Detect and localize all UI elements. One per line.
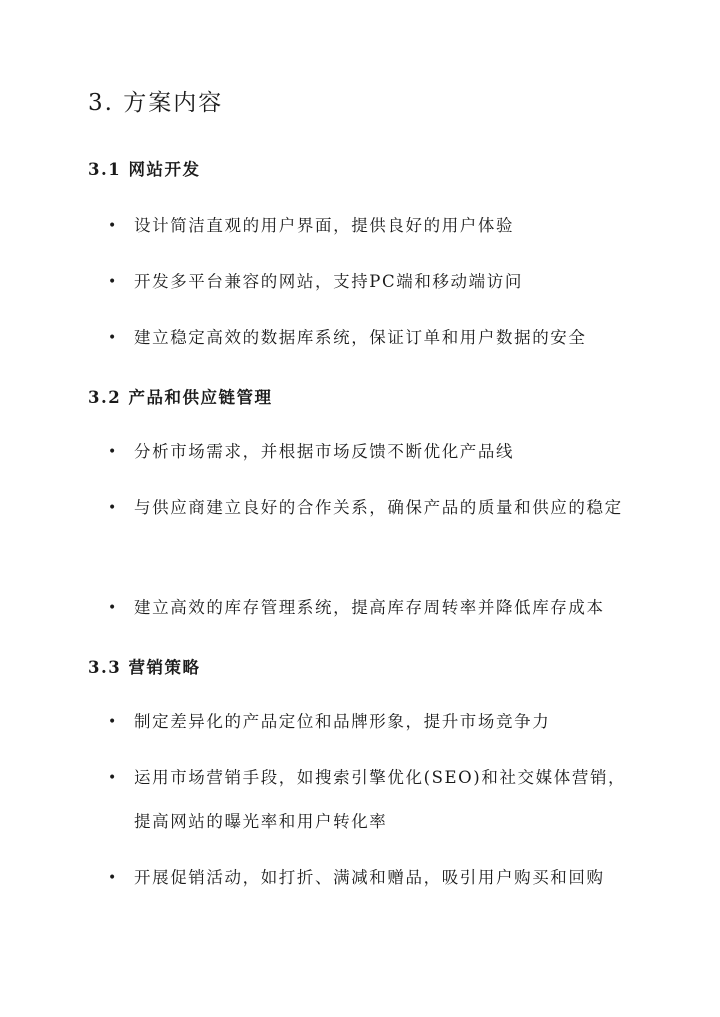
bullet-icon: • <box>108 330 118 346</box>
list-item <box>108 204 628 248</box>
bullet-icon: • <box>108 218 118 234</box>
list-item-text: 设计简洁直观的用户界面，提供良好的用户体验 <box>134 216 515 235</box>
list-item <box>108 586 628 630</box>
list-item <box>108 700 628 744</box>
list-item-text: 建立高效的库存管理系统，提高库存周转率并降低库存成本 <box>134 598 605 617</box>
list-item-text: 开展促销活动，如打折、满减和赠品，吸引用户购买和回购 <box>134 868 605 887</box>
list-item <box>108 486 628 530</box>
list-item-text: 制定差异化的产品定位和品牌形象，提升市场竞争力 <box>134 712 551 731</box>
subsection-title-marketing: 3.3 营销策略 <box>88 658 201 677</box>
subsection-title-supply-chain: 3.2 产品和供应链管理 <box>88 388 273 407</box>
list-item <box>108 260 628 304</box>
bullet-icon: • <box>108 274 118 290</box>
bullet-icon: • <box>108 714 118 730</box>
list-item <box>108 430 628 474</box>
bullet-icon: • <box>108 770 118 786</box>
list-item <box>108 756 628 844</box>
list-item-text: 与供应商建立良好的合作关系，确保产品的质量和供应的稳定 <box>134 498 623 517</box>
bullet-icon: • <box>108 870 118 886</box>
bullet-icon: • <box>108 444 118 460</box>
list-item-text: 分析市场需求，并根据市场反馈不断优化产品线 <box>134 442 515 461</box>
list-item-text: 运用市场营销手段，如搜索引擎优化(SEO)和社交媒体营销，提高网站的曝光率和用户转化率 <box>134 768 627 831</box>
list-item <box>108 316 628 360</box>
bullet-icon: • <box>108 600 118 616</box>
section-heading: 3. 方案内容 <box>88 90 224 116</box>
bullet-icon: • <box>108 500 118 516</box>
list-item <box>108 856 628 900</box>
subsection-title-website-dev: 3.1 网站开发 <box>88 160 201 179</box>
list-item-text: 开发多平台兼容的网站，支持PC端和移动端访问 <box>134 272 523 291</box>
list-item-text: 建立稳定高效的数据库系统，保证订单和用户数据的安全 <box>134 328 587 347</box>
